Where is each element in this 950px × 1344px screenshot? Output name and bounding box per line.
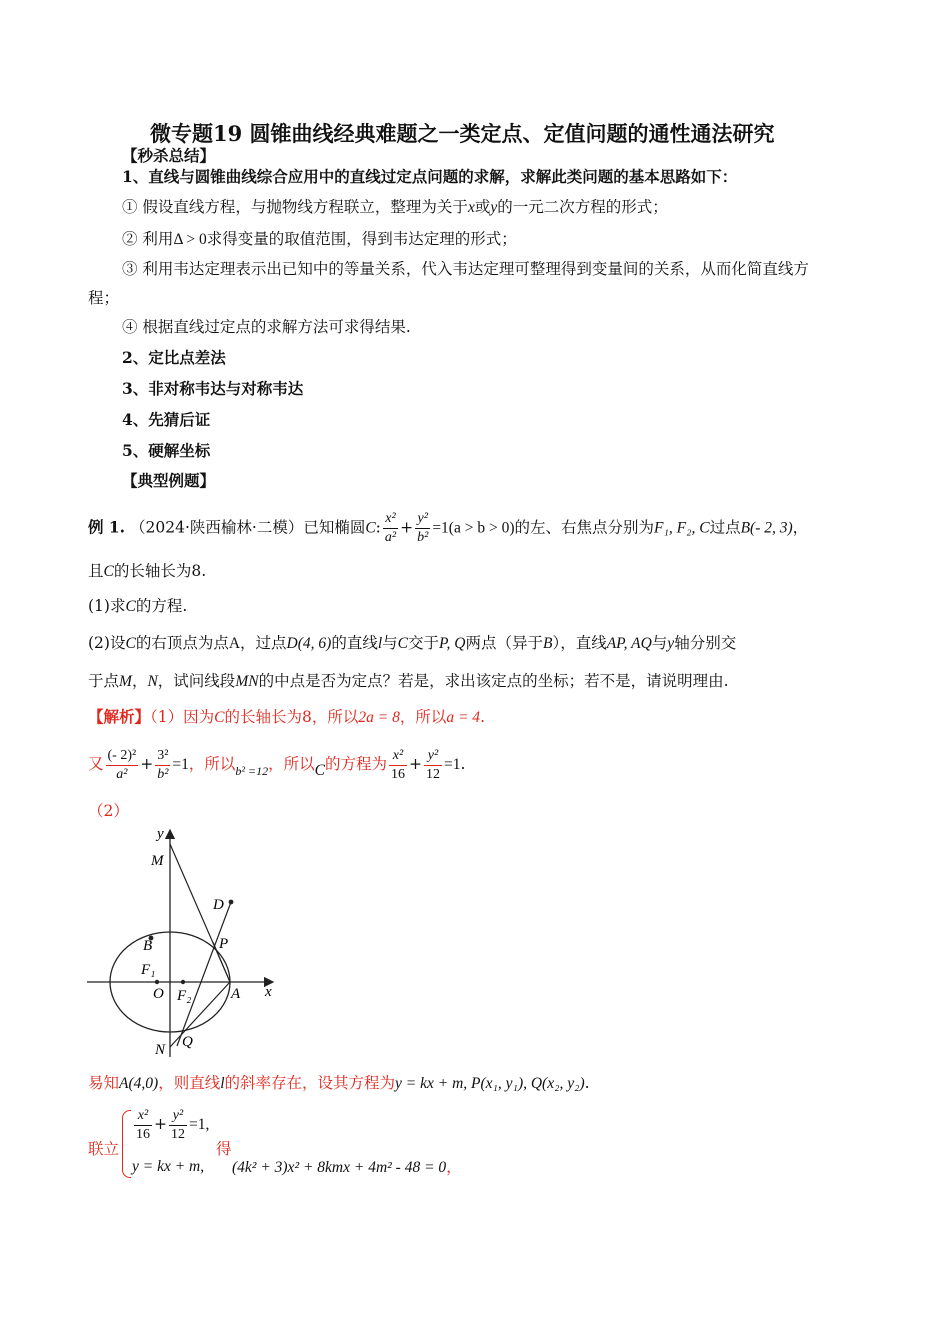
summary-item-3: 3、非对称韦达与对称韦达 [122, 379, 304, 398]
summary-step-3-cont: 程； [88, 289, 120, 307]
summary-step-4: ④ 根据直线过定点的求解方法可求得结果. [122, 318, 411, 336]
system-brace [122, 1110, 131, 1178]
summary-heading: 【秒杀总结】 [122, 146, 216, 165]
question-2-cont: 于点M，N，试问线段MN的中点是否为定点？若是，求出该定点的坐标；若不是，请说明理由. [88, 672, 729, 690]
fig-label-q: Q [182, 1034, 193, 1050]
fig-label-p: P [219, 936, 229, 952]
solution-easy-know: 易知A(4,0)，则直线l的斜率存在，设其方程为y = kx + m, P(x₁, y₁), Q(x₂, y₂). [88, 1074, 590, 1092]
solution-part-1: 【解析】（1）因为C的长轴长为8，所以2a = 8，所以a = 4. [88, 707, 485, 726]
summary-item-5: 5、硬解坐标 [122, 441, 211, 460]
fraction-y-12: $\frac{\text{y²}}{12}$ [426, 747, 440, 782]
fraction-sys-y: $\frac{\text{y²}}{12}$ [171, 1107, 185, 1142]
solution-quadratic: (4k² + 3)x² + 8kmx + 4m² - 48 = 0， [232, 1158, 462, 1176]
fraction-3-b: $\frac{\text{3²}}{\text{b²}}$ [157, 747, 169, 782]
fraction-minus2-a: $\frac{\text{(- 2)²}}{\text{a²}}$ [107, 747, 137, 782]
summary-step-2: ② 利用Δ > 0求得变量的取值范围，得到韦达定理的形式； [122, 230, 517, 248]
solution-part-1-cont: 又 $\frac{\text{(- 2)²}}{\text{a²}}$ + $\frac{\text{3²}}{\text{b²}}$ =1，所以$_{b^2 =12}$，所以C的方程为 $\frac{\text{x²}}{16}$ + $\frac{\text{y²}}{12}$ =1. [88, 747, 466, 782]
summary-item-1: 1、直线与圆锥曲线综合应用中的直线过定点问题的求解，求解此类问题的基本思路如下： [122, 167, 738, 186]
fig-label-m: M [151, 853, 164, 869]
solution-join-label: 联立 [88, 1140, 120, 1158]
point-d [229, 900, 234, 905]
examples-heading: 【典型例题】 [122, 471, 216, 490]
fig-label-o: O [153, 986, 164, 1002]
fraction-y-b: $\frac{\text{y²}}{\text{b²}}$ [417, 511, 429, 545]
fig-label-y: y [157, 826, 164, 842]
page-title: 微专题19 圆锥曲线经典难题之一类定点、定值问题的通性通法研究 [150, 121, 775, 146]
example-1-statement: 例 1. （2024·陕西榆林·二模）已知椭圆C: $\frac{\text{x²}}{\text{a²}}$ + $\frac{\text{y²}}{\text{b²}}$ =1(a > b > 0)的左、右焦点分别为F₁, F₂, C过点B(- 2, 3)， [88, 511, 809, 545]
system-eq-1: $\frac{\text{x²}}{16}$ + $\frac{\text{y²}}{12}$ =1, [136, 1107, 210, 1142]
fraction-x-a: $\frac{\text{x²}}{\text{a²}}$ [384, 511, 397, 545]
summary-step-1: ① 假设直线方程，与抛物线方程联立，整理为关于x或y的一元二次方程的形式； [122, 198, 668, 216]
solution-part-2-label: （2） [88, 802, 129, 820]
fig-label-n: N [155, 1042, 166, 1058]
fig-label-d: D [213, 897, 224, 913]
example-1-line-2: 且C的长轴长为8. [88, 562, 207, 580]
fig-label-a: A [231, 986, 241, 1002]
ellipse-figure [85, 822, 285, 1062]
summary-step-3: ③ 利用韦达定理表示出已知中的等量关系，代入韦达定理可整理得到变量间的关系，从而化简直线方 [122, 260, 809, 278]
question-2: (2)设C的右顶点为点A，过点D(4, 6)的直线l与C交于P, Q两点（异于B），直线AP, AQ与y轴分别交 [88, 634, 737, 652]
fraction-x-16: $\frac{\text{x²}}{16}$ [391, 747, 405, 782]
question-1: (1)求C的方程. [88, 597, 188, 615]
point-f2 [181, 980, 185, 984]
point-f1 [155, 980, 159, 984]
fig-label-f1: F₁ [141, 962, 156, 978]
system-eq-2: y = kx + m, [132, 1158, 205, 1175]
fig-label-f2: F₂ [177, 988, 192, 1004]
summary-item-4: 4、先猜后证 [122, 410, 211, 429]
summary-item-2: 2、定比点差法 [122, 348, 226, 367]
fig-label-x: x [265, 984, 272, 1000]
solution-get-label: 得 [216, 1140, 232, 1158]
fraction-sys-x: $\frac{\text{x²}}{16}$ [136, 1107, 150, 1142]
fig-label-b: B [143, 938, 153, 954]
